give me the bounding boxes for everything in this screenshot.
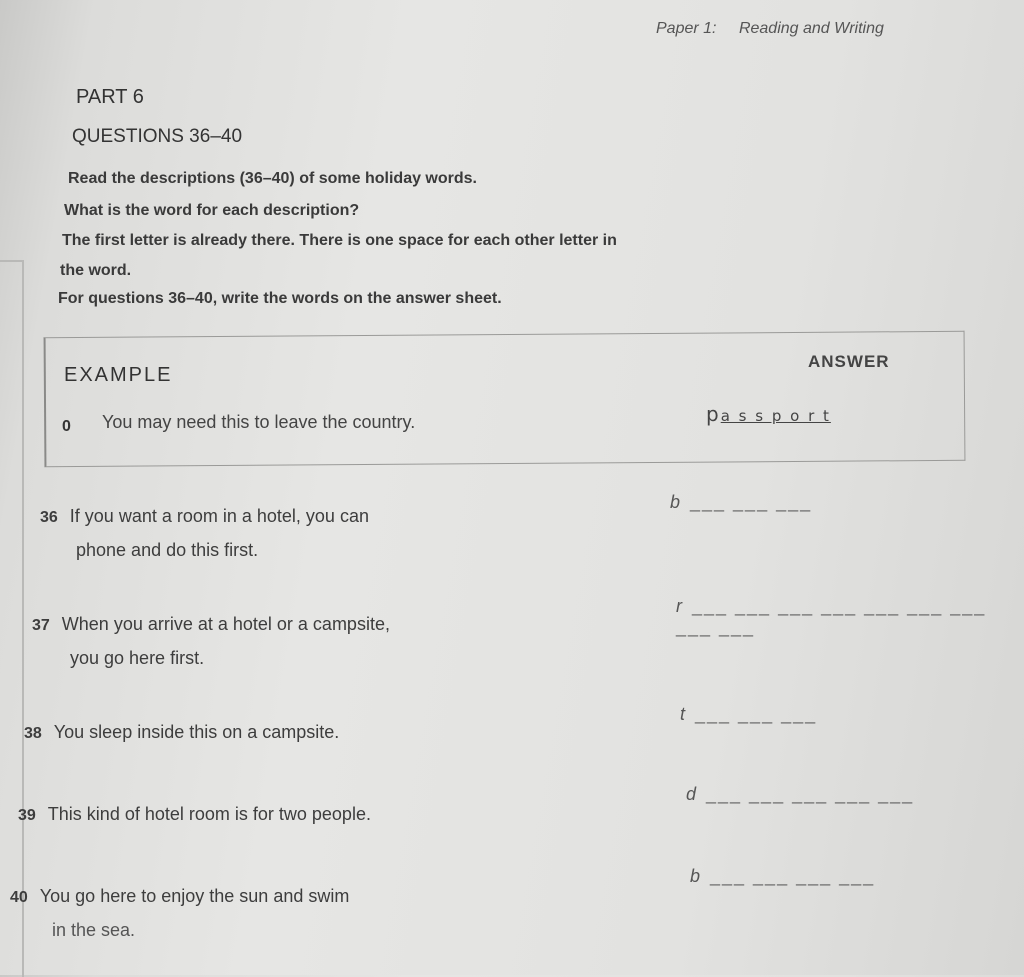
instruction-line: Read the descriptions (36–40) of some holiday words. bbox=[68, 170, 477, 187]
answer-blanks: ___ ___ ___ bbox=[690, 492, 813, 512]
page-edge bbox=[0, 260, 24, 977]
page-header bbox=[652, 20, 884, 38]
answer-36 bbox=[670, 492, 812, 513]
answer-37 bbox=[676, 596, 1024, 638]
answer-40 bbox=[690, 866, 875, 887]
answer-blanks: ___ ___ ___ bbox=[695, 704, 818, 724]
answer-blanks: ___ ___ ___ ___ ___ ___ ___ ___ ___ bbox=[676, 596, 987, 637]
answer-39 bbox=[686, 784, 914, 805]
first-letter: d bbox=[686, 784, 697, 804]
paper-label: Paper 1: bbox=[656, 20, 717, 37]
part-title: PART 6 bbox=[76, 86, 144, 108]
question-number: 36 bbox=[40, 509, 58, 526]
first-letter: b bbox=[670, 492, 681, 512]
first-letter: t bbox=[680, 704, 686, 724]
answer-blanks: ___ ___ ___ ___ bbox=[710, 866, 876, 886]
question-text: You go here to enjoy the sun and swim bbox=[39, 886, 350, 906]
question-38 bbox=[24, 716, 339, 750]
question-number: 38 bbox=[24, 725, 42, 742]
paper-title: Reading and Writing bbox=[738, 20, 884, 37]
example-first-letter: p bbox=[706, 402, 719, 426]
question-text: If you want a room in a hotel, you can bbox=[69, 506, 369, 526]
question-text-cont: you go here first. bbox=[70, 648, 205, 668]
question-text: When you arrive at a hotel or a campsite, bbox=[61, 614, 390, 634]
example-filled-letters: a s s p o r t bbox=[720, 407, 831, 425]
example-number: 0 bbox=[62, 418, 71, 435]
question-37 bbox=[32, 608, 390, 674]
question-text-cont: in the sea. bbox=[52, 920, 136, 940]
example-answer bbox=[706, 402, 831, 426]
instruction-line: the word. bbox=[60, 262, 132, 279]
first-letter: r bbox=[676, 596, 682, 616]
answer-38 bbox=[680, 704, 817, 725]
question-40 bbox=[10, 880, 349, 946]
question-39 bbox=[18, 798, 371, 832]
question-number: 39 bbox=[18, 807, 36, 824]
question-text: This kind of hotel room is for two people. bbox=[47, 804, 371, 824]
answer-label: ANSWER bbox=[808, 352, 890, 371]
instruction-line: For questions 36–40, write the words on the answer sheet. bbox=[58, 290, 502, 307]
question-text: You sleep inside this on a campsite. bbox=[53, 722, 340, 742]
questions-title: QUESTIONS 36–40 bbox=[72, 126, 243, 147]
question-number: 37 bbox=[32, 617, 50, 634]
question-36 bbox=[40, 500, 369, 566]
example-text: You may need this to leave the country. bbox=[102, 412, 416, 432]
example-label: EXAMPLE bbox=[64, 364, 173, 386]
question-text-cont: phone and do this first. bbox=[76, 540, 259, 560]
instruction-line: The first letter is already there. There is one space for each other letter in bbox=[62, 232, 617, 249]
instruction-line: What is the word for each description? bbox=[64, 202, 360, 219]
answer-blanks: ___ ___ ___ ___ ___ bbox=[706, 784, 915, 804]
first-letter: b bbox=[690, 866, 701, 886]
question-number: 40 bbox=[10, 889, 28, 906]
